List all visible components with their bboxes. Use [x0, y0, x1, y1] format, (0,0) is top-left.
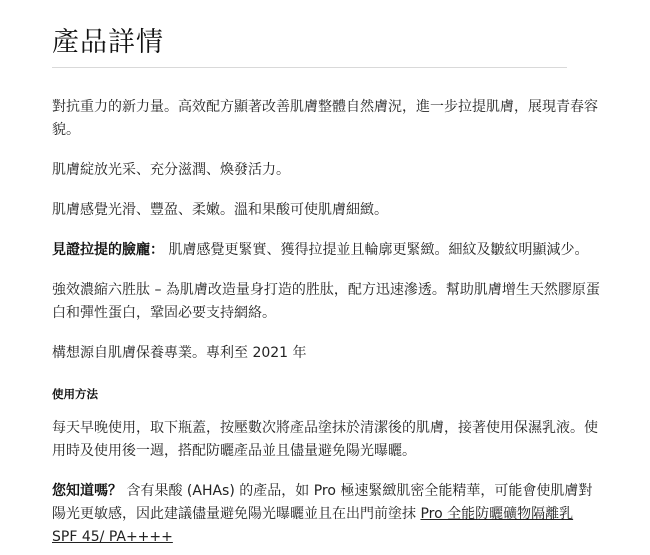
lifting-text: 肌膚感覺更緊實、獲得拉提並且輪廓更緊緻。細紋及皺紋明顯減少。: [164, 242, 589, 258]
description-paragraph-patent: 構想源自肌膚保養專業。專利至 2021 年: [52, 345, 307, 361]
description-paragraph-texture: 肌膚感覺光滑、豐盈、柔嫩。溫和果酸可使肌膚細緻。: [52, 202, 388, 218]
description-paragraph-intro: 對抗重力的新力量。高效配方顯著改善肌膚整體自然膚況，進一步拉提肌膚，展現青春容貌。: [52, 99, 598, 138]
description-paragraph-radiance: 肌膚綻放光采、充分滋潤、煥發活力。: [52, 162, 290, 178]
did-you-know-label: 您知道嗎？: [52, 483, 122, 499]
usage-text: 每天早晚使用，取下瓶蓋，按壓數次將產品塗抹於清潔後的肌膚，接著使用保濕乳液。使用時及使用後一週，搭配防曬產品並且儘量避免陽光曝曬。: [52, 420, 598, 459]
title-divider: [52, 67, 567, 68]
description-paragraph-peptide: 強效濃縮六胜肽 – 為肌膚改造量身打造的胜肽，配方迅速滲透。幫助肌膚增生天然膠原蛋白和彈性蛋白，鞏固必要支持網絡。: [52, 282, 600, 321]
sunscreen-product-link[interactable]: Pro 全能防曬礦物隔離乳 SPF 45/ PA++++: [52, 506, 574, 545]
product-description: [52, 96, 602, 549]
page-title: 產品詳情: [52, 27, 164, 58]
description-paragraph-lifting: [52, 239, 602, 262]
lifting-label: 見證拉提的臉龐：: [52, 242, 164, 258]
did-you-know-paragraph: [52, 480, 602, 549]
usage-heading: 使用方法: [52, 387, 98, 401]
did-you-know-text: 含有果酸 (AHAs) 的產品，如 Pro 極速緊緻肌密全能精華，可能會使肌膚對陽光更敏感，因此建議儘量避免陽光曝曬並且在出門前塗抹: [52, 483, 593, 522]
